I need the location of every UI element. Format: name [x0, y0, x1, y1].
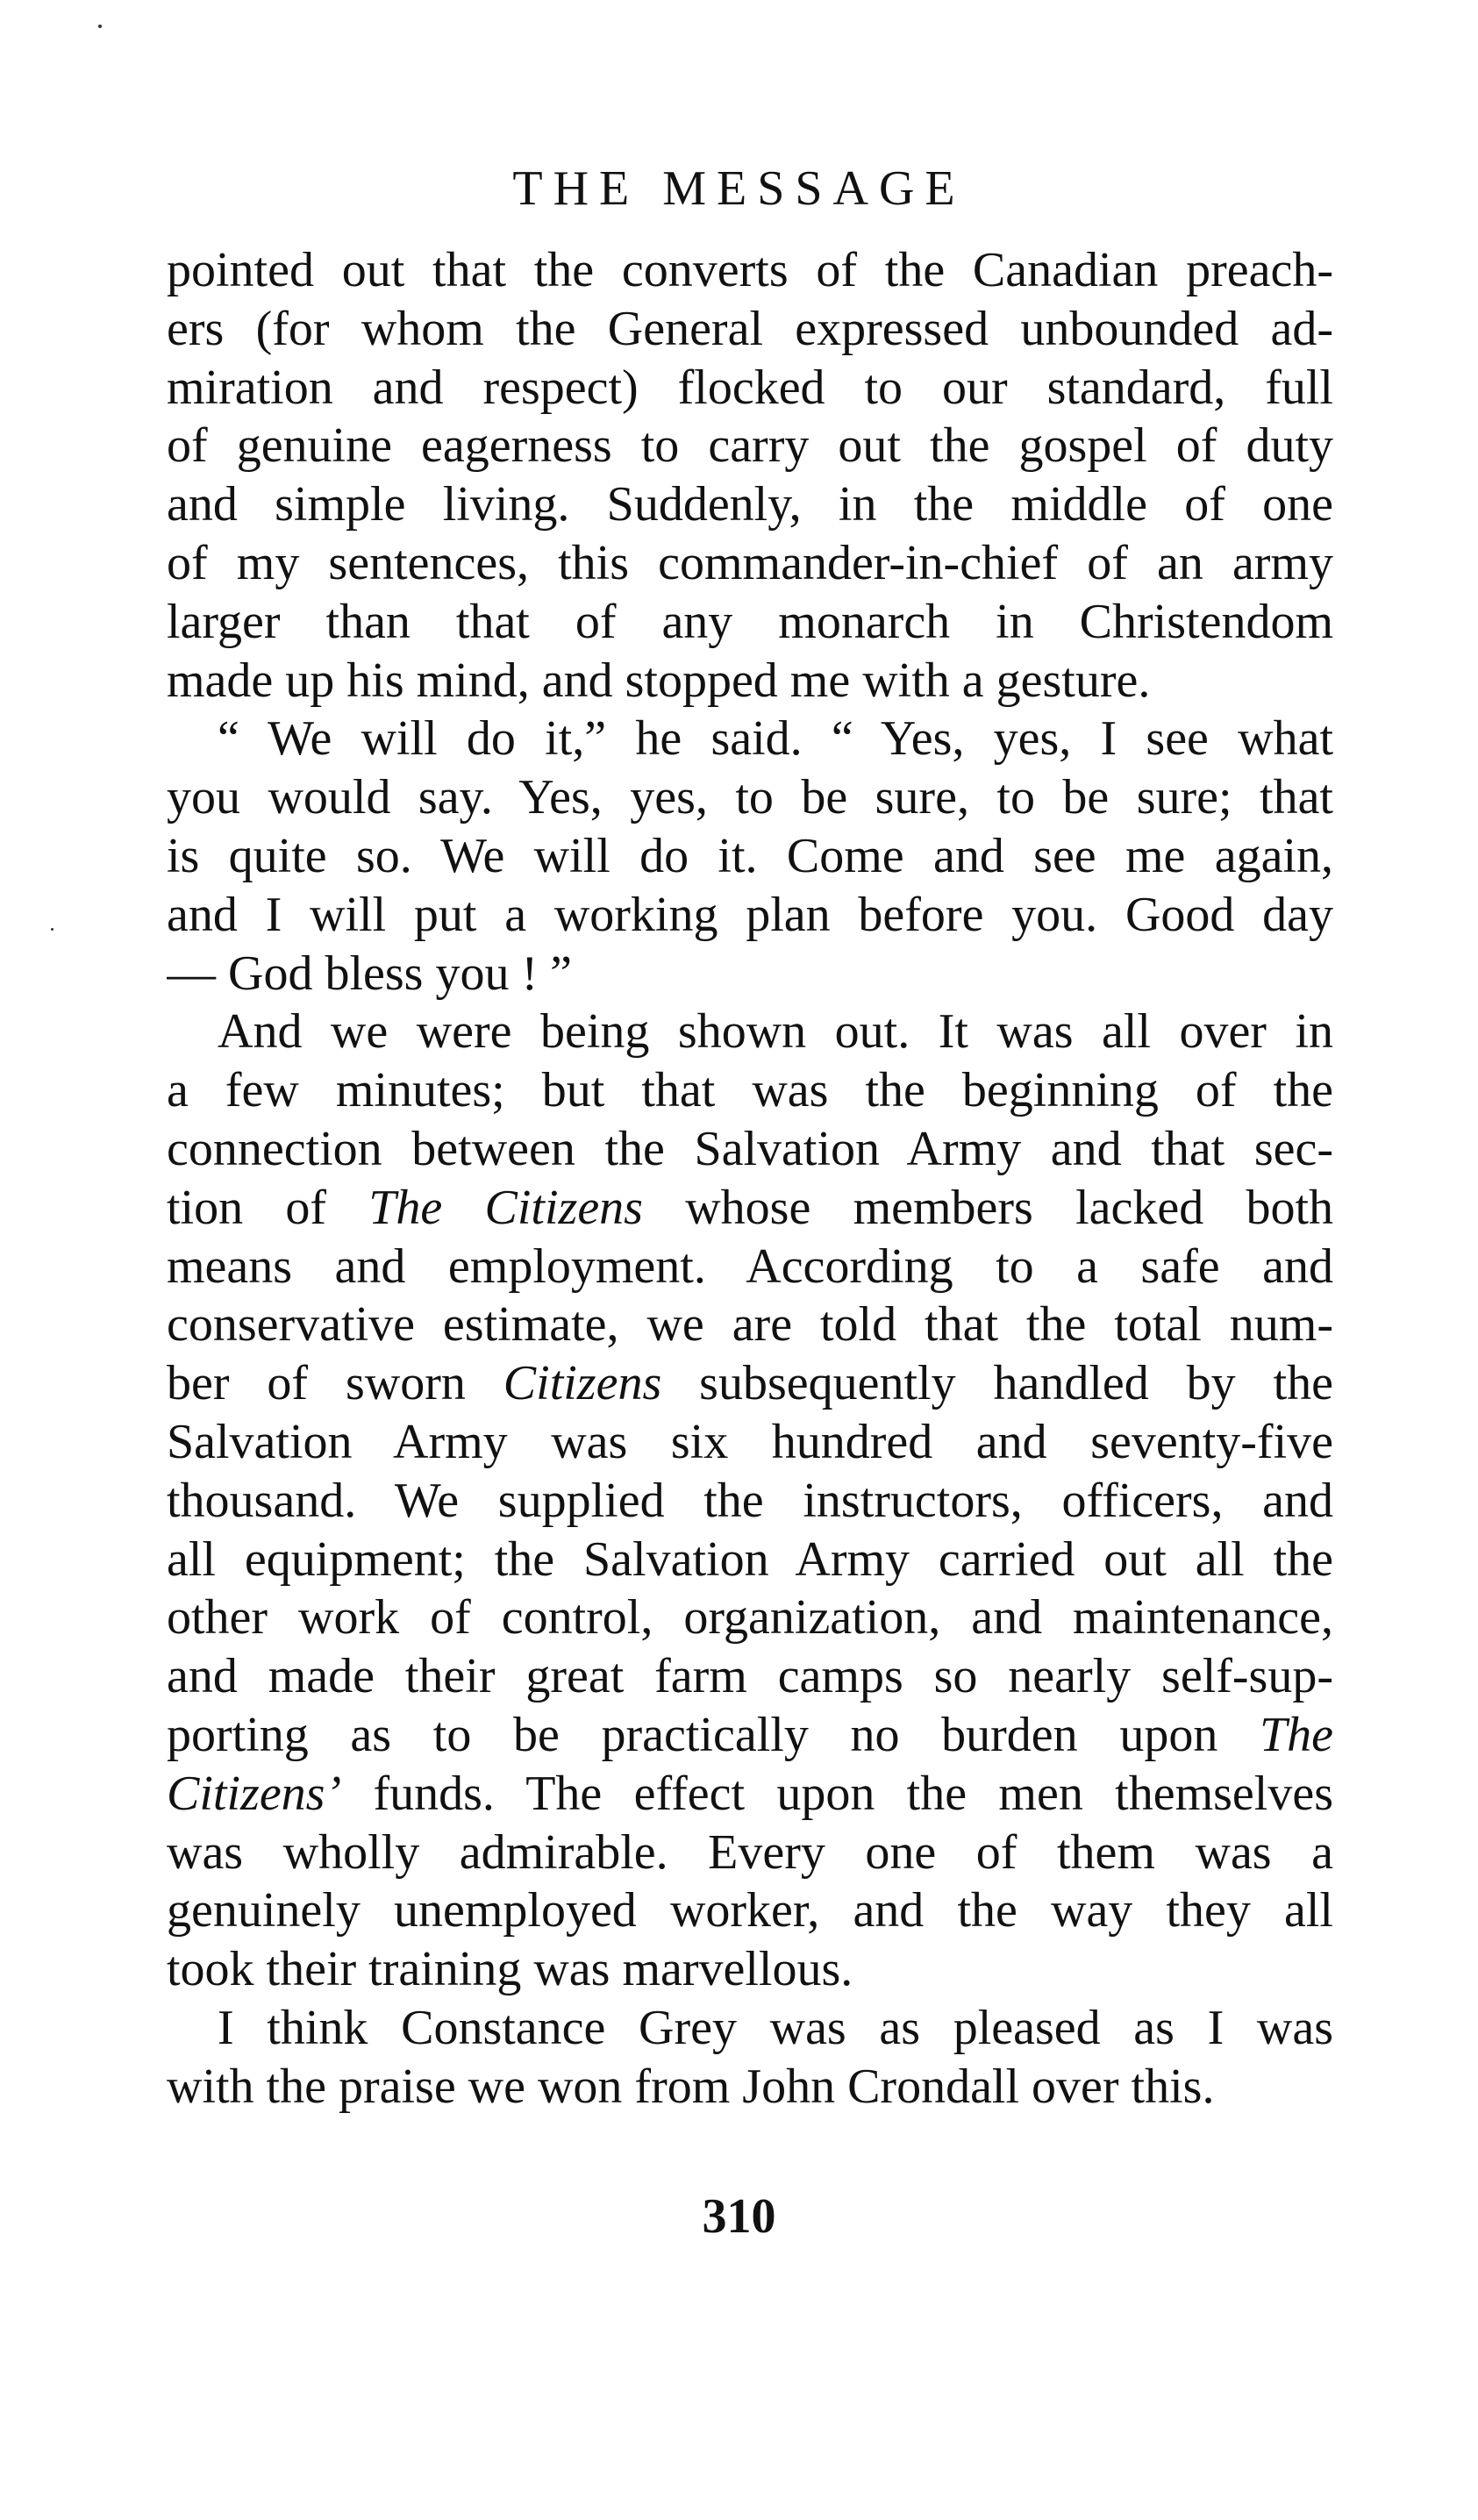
paragraph	[167, 1999, 1333, 2117]
text-line: and simple living. Suddenly, in the middle of one	[167, 477, 1333, 532]
print-speck	[51, 928, 54, 931]
text-line: I think Constance Grey was as pleased as I was	[218, 2000, 1333, 2055]
print-speck	[98, 25, 102, 28]
text-line: pointed out that the converts of the Canadian preach-	[167, 243, 1333, 297]
text-line: all equipment; the Salvation Army carried out all the	[167, 1531, 1333, 1587]
text-line: Citizens’ funds. The effect upon the men themselves	[167, 1766, 1333, 1821]
text-line: “ We will do it,” he said. “ Yes, yes, I see what	[218, 711, 1333, 767]
text-line: of genuine eagerness to carry out the gospel of duty	[167, 418, 1333, 474]
text-line: was wholly admirable. Every one of them was a	[167, 1824, 1333, 1880]
text-line: made up his mind, and stopped me with a gesture.	[167, 653, 1151, 708]
text-line: Salvation Army was six hundred and seventy-five	[167, 1414, 1333, 1469]
text-line: other work of control, organization, and maintenance,	[167, 1590, 1333, 1645]
text-line: larger than that of any monarch in Christendom	[167, 594, 1333, 649]
running-head: THE MESSAGE	[512, 161, 966, 216]
text-line: a few minutes; but that was the beginning of the	[167, 1063, 1333, 1118]
text-line: connection between the Salvation Army and that sec-	[167, 1121, 1333, 1176]
text-line: miration and respect) flocked to our standard, full	[167, 360, 1333, 415]
text-line: of my sentences, this commander-in-chief of an army	[167, 535, 1333, 590]
text-line: conservative estimate, we are told that the total num-	[167, 1297, 1333, 1353]
text-line: thousand. We supplied the instructors, officers, and	[167, 1473, 1333, 1528]
text-line: with the praise we won from John Crondall over this.	[167, 2059, 1215, 2114]
text-line: porting as to be practically no burden upon The	[167, 1707, 1333, 1762]
body-text	[167, 241, 1333, 2117]
text-line: you would say. Yes, yes, to be sure, to be sure; that	[167, 770, 1333, 825]
text-line: — God bless you ! ”	[167, 946, 572, 1001]
text-line: ber of sworn Citizens subsequently handled by the	[167, 1356, 1333, 1411]
page-number: 310	[702, 2189, 776, 2244]
text-line: is quite so. We will do it. Come and see me again,	[167, 828, 1333, 883]
text-line: genuinely unemployed worker, and the way they all	[167, 1883, 1333, 1938]
text-line: and made their great farm camps so nearly self-sup-	[167, 1649, 1333, 1704]
paragraph	[167, 241, 1333, 710]
paragraph	[167, 710, 1333, 1003]
text-line: and I will put a working plan before you. Good day	[167, 887, 1333, 942]
text-line: took their training was marvellous.	[167, 1942, 853, 1997]
text-line: tion of The Citizens whose members lacked both	[167, 1180, 1333, 1235]
text-line: And we were being shown out. It was all over in	[218, 1004, 1333, 1060]
text-line: means and employment. According to a safe and	[167, 1239, 1333, 1294]
text-line: ers (for whom the General expressed unbounded ad-	[167, 301, 1333, 356]
paragraph	[167, 1003, 1333, 1999]
